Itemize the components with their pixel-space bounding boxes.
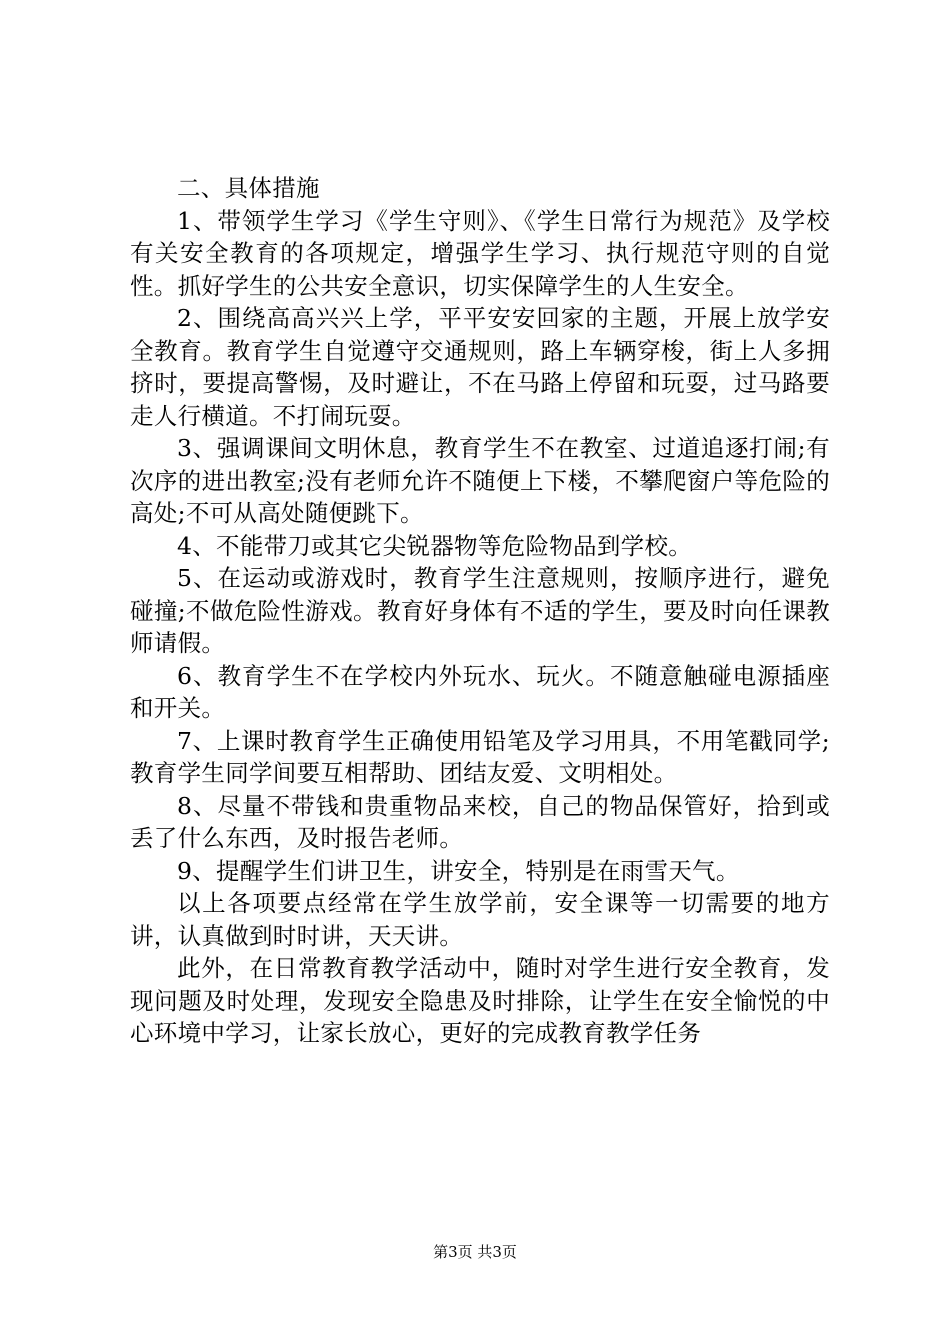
page-footer: 第3页 共3页: [433, 1243, 517, 1261]
section-heading: 二、具体措施: [177, 174, 320, 202]
paragraph-4: 4、不能带刀或其它尖锐器物等危险物品到学校。: [177, 531, 693, 560]
paragraph-9: 9、提醒学生们讲卫生，讲安全，特别是在雨雪天气。: [177, 856, 740, 885]
paragraph-6: 6、教育学生不在学校内外玩水、玩火。不随意触碰电源插座和开关。: [130, 661, 830, 722]
paragraph-1: 1、带领学生学习《学生守则》、《学生日常行为规范》及学校有关安全教育的各项规定，增强学生学习、执行规范守则的自觉性。抓好学生的公共安全意识，切实保障学生的人生安全。: [130, 206, 830, 300]
document-body: [130, 172, 830, 1050]
paragraph-summary: 以上各项要点经常在学生放学前，安全课等一切需要的地方讲，认真做到时时讲，天天讲。: [130, 889, 830, 950]
paragraph-7: 7、上课时教育学生正确使用铅笔及学习用具，不用笔戳同学;教育学生同学间要互相帮助、团结友爱、文明相处。: [130, 726, 830, 787]
paragraph-2: 2、围绕高高兴兴上学，平平安安回家的主题，开展上放学安全教育。教育学生自觉遵守交通规则，路上车辆穿梭，街上人多拥挤时，要提高警惕，及时避让，不在马路上停留和玩耍，过马路要走人行横道。不打闹玩耍。: [130, 304, 830, 430]
paragraph-5: 5、在运动或游戏时，教育学生注意规则，按顺序进行，避免碰撞;不做危险性游戏。教育好身体有不适的学生，要及时向任课教师请假。: [130, 564, 830, 657]
paragraph-3: 3、强调课间文明休息，教育学生不在教室、过道追逐打闹;有次序的进出教室;没有老师允许不随便上下楼，不攀爬窗户等危险的高处;不可从高处随便跳下。: [130, 434, 830, 527]
paragraph-8: 8、尽量不带钱和贵重物品来校，自己的物品保管好，拾到或丢了什么东西，及时报告老师。: [130, 791, 830, 852]
paragraph-conclusion: 此外，在日常教育教学活动中，随时对学生进行安全教育，发现问题及时处理，发现安全隐患及时排除，让学生在安全愉悦的中心环境中学习，让家长放心，更好的完成教育教学任务: [130, 954, 830, 1047]
